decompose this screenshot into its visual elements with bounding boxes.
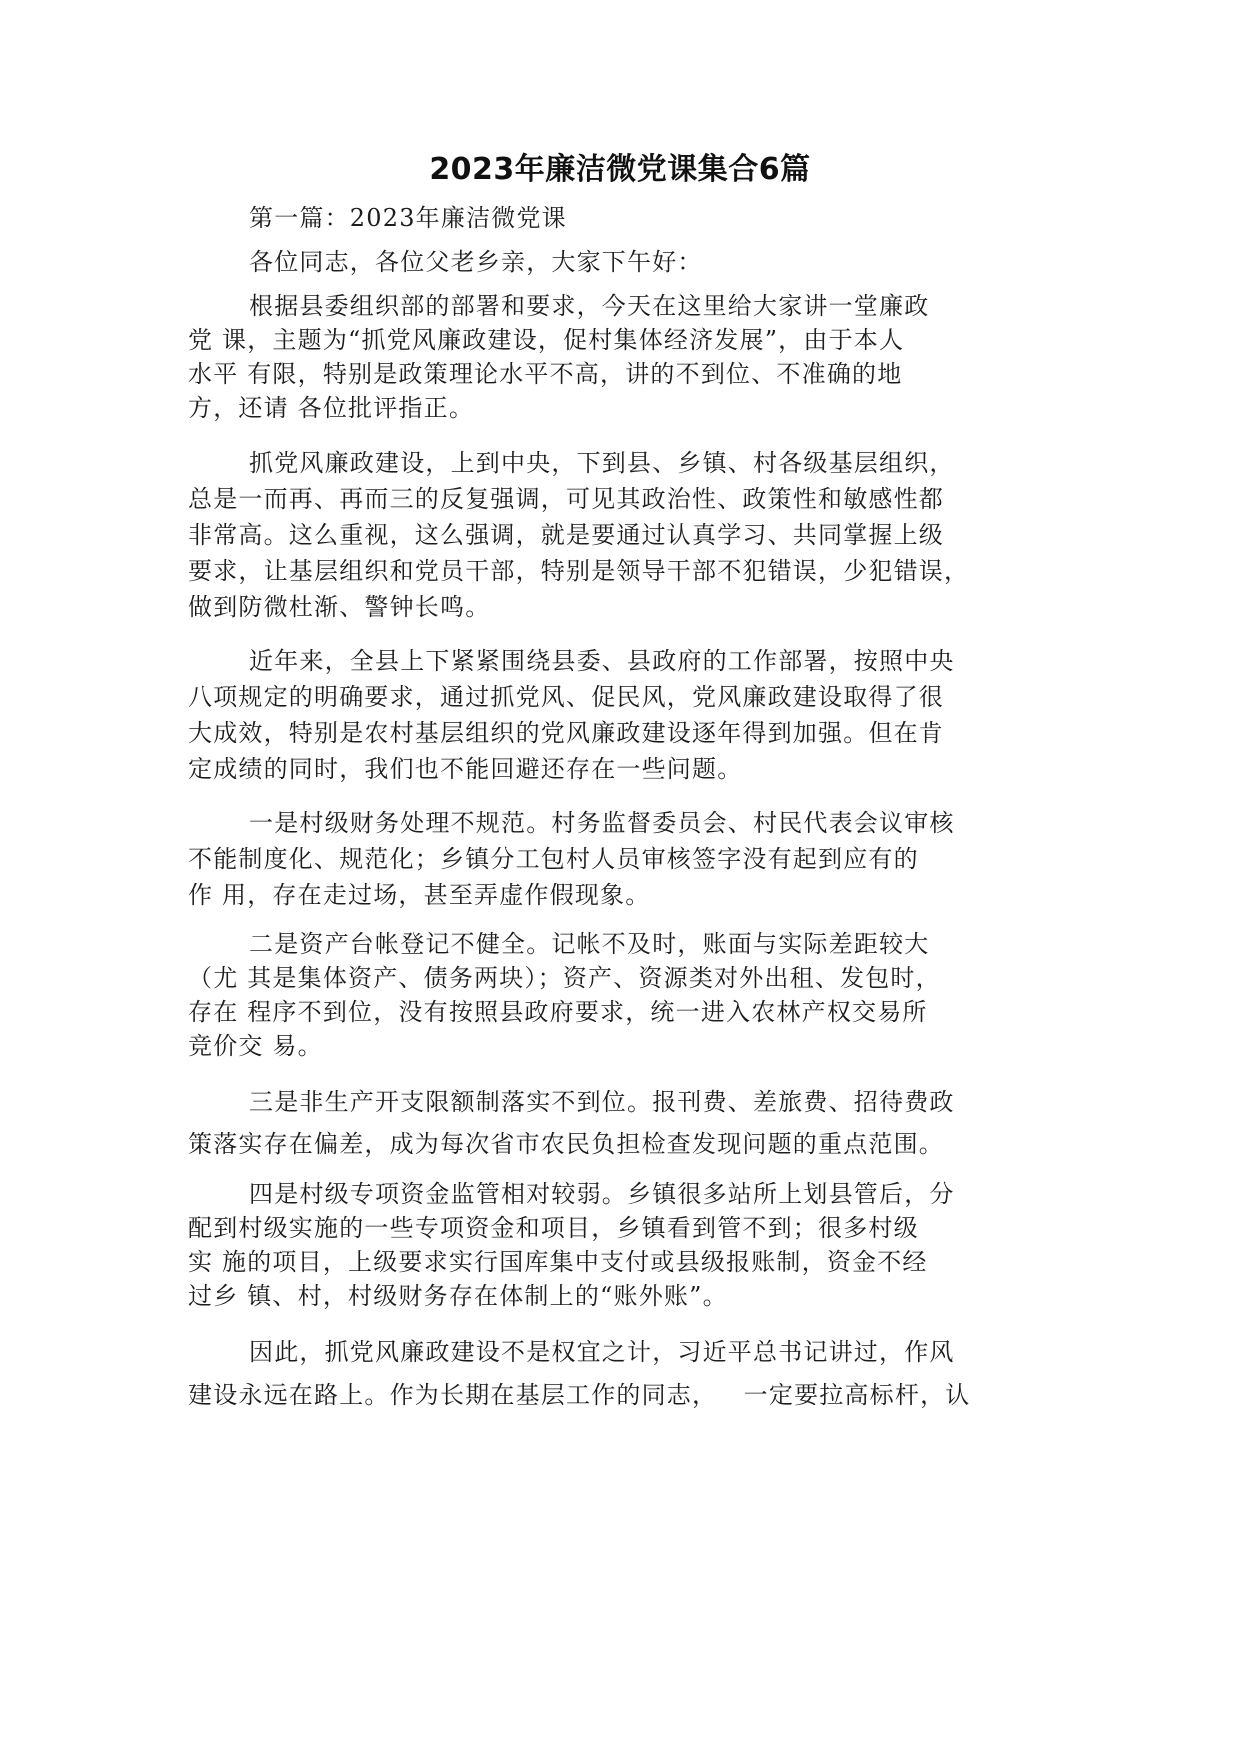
section-heading: 第一篇：2023年廉洁微党课: [249, 204, 567, 232]
paragraph-line: 做到防微杜渐、警钟长鸣。: [188, 593, 491, 621]
paragraph-line: 存在 程序不到位，没有按照县政府要求，统一进入农林产权交易所: [188, 998, 928, 1026]
paragraph-line: 配到村级实施的一些专项资金和项目，乡镇看到管不到；很多村级: [188, 1214, 919, 1242]
paragraph-line: 实 施的项目，上级要求实行国库集中支付或县级报账制，资金不经: [188, 1248, 928, 1276]
paragraph-line: 党 课，主题为“抓党风廉政建设，促村集体经济发展”，由于本人: [188, 326, 905, 354]
paragraph-line: 二是资产台帐登记不健全。记帐不及时，账面与实际差距较大: [249, 930, 930, 958]
paragraph-line: 策落实存在偏差，成为每次省市农民负担检查发现问题的重点范围。: [188, 1130, 944, 1158]
paragraph-line: （尤 其是集体资产、债务两块）；资产、资源类对外出租、发包时，: [188, 964, 941, 992]
paragraph-line: 不能制度化、规范化；乡镇分工包村人员审核签字没有起到应有的: [188, 845, 919, 873]
paragraph-line: 过乡 镇、村，村级财务存在体制上的“账外账”。: [188, 1282, 728, 1310]
document-title: 2023年廉洁微党课集合6篇: [429, 152, 811, 187]
paragraph-line: 总是一而再、再而三的反复强调，可见其政治性、政策性和敏感性都: [188, 485, 944, 513]
paragraph-line: 作 用，存在走过场，甚至弄虚作假现象。: [188, 881, 651, 909]
paragraph-line: 要求，让基层组织和党员干部，特别是领导干部不犯错误，少犯错误，: [188, 557, 970, 585]
paragraph-line: 八项规定的明确要求，通过抓党风、促民风，党风廉政建设取得了很: [188, 683, 944, 711]
paragraph-line: 近年来，全县上下紧紧围绕县委、县政府的工作部署，按照中央: [249, 647, 955, 675]
paragraph-line: 大成效，特别是农村基层组织的党风廉政建设逐年得到加强。但在肯: [188, 719, 944, 747]
paragraph-line: 抓党风廉政建设，上到中央，下到县、乡镇、村各级基层组织，: [249, 449, 955, 477]
paragraph-line: 因此，抓党风廉政建设不是权宜之计，习近平总书记讲过，作风: [249, 1338, 955, 1366]
paragraph-line: 方，还请 各位批评指正。: [188, 394, 475, 422]
paragraph-line: 一是村级财务处理不规范。村务监督委员会、村民代表会议审核: [249, 809, 955, 837]
greeting-line: 各位同志，各位父老乡亲，大家下午好：: [249, 248, 703, 276]
paragraph-line: 四是村级专项资金监管相对较弱。乡镇很多站所上划县管后，分: [249, 1180, 955, 1208]
paragraph-line: 建设永远在路上。作为长期在基层工作的同志， 一定要拉高标杆，认: [188, 1381, 971, 1409]
paragraph-line: 非常高。这么重视，这么强调，就是要通过认真学习、共同掌握上级: [188, 521, 944, 549]
paragraph-line: 竞价交 易。: [188, 1032, 323, 1060]
paragraph-line: 三是非生产开支限额制落实不到位。报刊费、差旅费、招待费政: [249, 1088, 955, 1116]
paragraph-line: 定成绩的同时，我们也不能回避还存在一些问题。: [188, 755, 743, 783]
paragraph-line: 根据县委组织部的部署和要求，今天在这里给大家讲一堂廉政: [249, 292, 930, 320]
paragraph-line: 水平 有限，特别是政策理论水平不高，讲的不到位、不准确的地: [188, 360, 903, 388]
